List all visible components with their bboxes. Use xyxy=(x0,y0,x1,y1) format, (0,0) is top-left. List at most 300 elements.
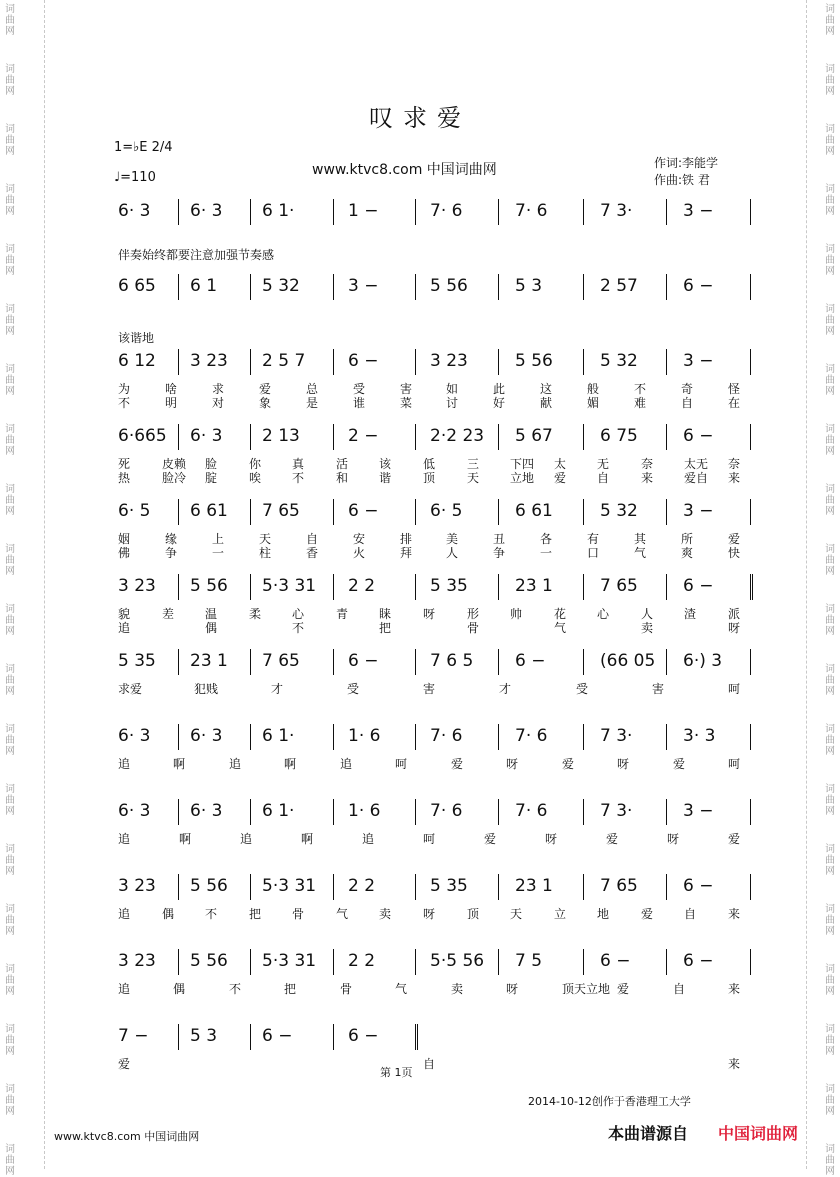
lyric-word: 自 xyxy=(423,1057,436,1071)
bar-line xyxy=(178,1024,179,1050)
lyric-word: 皮赖 xyxy=(162,457,187,471)
measure-notes: 5·3 31 xyxy=(262,876,317,896)
lyric-word: 争 xyxy=(165,546,178,560)
measure-notes: 6· 3 xyxy=(118,801,151,821)
bar-line xyxy=(178,574,179,600)
bar-line xyxy=(750,274,751,300)
lyric-word: 爱 xyxy=(641,907,654,921)
measure-notes: 7 65 xyxy=(262,651,300,671)
lyric-word: 各 xyxy=(540,532,553,546)
lyric-word: 爱 xyxy=(728,532,741,546)
measure-notes: 5·3 31 xyxy=(262,576,317,596)
measure-notes: 7· 6 xyxy=(430,726,463,746)
bar-line xyxy=(750,424,751,450)
lyric-line xyxy=(0,455,840,469)
measure-notes: 5 56 xyxy=(190,876,228,896)
measure-notes: 5 67 xyxy=(515,426,553,446)
measure-notes: 6 − xyxy=(348,351,379,371)
lyric-word: 气 xyxy=(336,907,349,921)
bar-line xyxy=(583,499,584,525)
measure-notes: 6 − xyxy=(600,951,631,971)
lyric-word: 象 xyxy=(259,396,272,410)
bar-line xyxy=(498,724,499,750)
lyric-word: 来 xyxy=(641,471,654,485)
bar-line xyxy=(178,949,179,975)
lyric-word: 讨 xyxy=(446,396,459,410)
lyric-line xyxy=(0,619,840,633)
bar-line xyxy=(333,499,334,525)
lyric-word: 心 xyxy=(292,607,305,621)
measure-notes: 3 − xyxy=(348,276,379,296)
lyric-word: 不 xyxy=(292,471,305,485)
watermark-text: 词 曲 网 xyxy=(5,184,15,217)
bar-line xyxy=(415,574,416,600)
lyric-word: 受 xyxy=(347,682,360,696)
lyric-word: 怪 xyxy=(728,382,741,396)
measure-notes: 7 3· xyxy=(600,201,633,221)
lyric-word: 渣 xyxy=(684,607,697,621)
lyric-line xyxy=(0,544,840,558)
bar-line xyxy=(250,949,251,975)
staff-row xyxy=(0,646,840,676)
measure-notes: 6· 5 xyxy=(118,501,151,521)
lyric-word: 所 xyxy=(681,532,694,546)
lyric-word: 火 xyxy=(353,546,366,560)
measure-notes: 1 − xyxy=(348,201,379,221)
watermark-text: 词 曲 网 xyxy=(5,1024,15,1057)
lyric-word: 貌 xyxy=(118,607,131,621)
staff-row xyxy=(0,421,840,451)
lyric-line xyxy=(0,380,840,394)
lyric-word: 追 xyxy=(118,907,131,921)
lyric-word: 媚 xyxy=(587,396,600,410)
lyric-word: 争 xyxy=(493,546,506,560)
lyric-word: 自 xyxy=(681,396,694,410)
bar-line xyxy=(583,574,584,600)
bar-line xyxy=(178,349,179,375)
lyric-word: 呵 xyxy=(395,757,408,771)
bar-line xyxy=(250,499,251,525)
bar-line xyxy=(415,274,416,300)
lyric-word: 佛 xyxy=(118,546,131,560)
staff-row xyxy=(0,346,840,376)
performance-note: 伴奏始终都要注意加强节奏感 xyxy=(118,248,275,262)
bar-line xyxy=(178,724,179,750)
staff-row xyxy=(0,196,840,226)
lyric-word: 天 xyxy=(467,471,480,485)
watermark-text: 词 曲 网 xyxy=(5,124,15,157)
bar-line xyxy=(415,499,416,525)
lyric-line xyxy=(0,530,840,544)
measure-notes: 7· 6 xyxy=(430,201,463,221)
lyric-word: 呵 xyxy=(423,832,436,846)
lyric-word: 好 xyxy=(493,396,506,410)
lyric-word: 明 xyxy=(165,396,178,410)
lyric-word: 来 xyxy=(728,471,741,485)
footer-source-text: 本曲谱源自 xyxy=(608,1124,689,1143)
measure-notes: 5 35 xyxy=(430,876,468,896)
lyric-word: 不 xyxy=(118,396,131,410)
watermark-text: 词 曲 网 xyxy=(5,244,15,277)
watermark-text: 词 曲 网 xyxy=(5,784,15,817)
lyric-word: 睐 xyxy=(379,607,392,621)
lyric-word: 呵 xyxy=(728,757,741,771)
measure-notes: 3 23 xyxy=(118,576,156,596)
bar-line xyxy=(750,724,751,750)
lyric-word: 呀 xyxy=(423,907,436,921)
staff-row xyxy=(0,796,840,826)
lyric-word: 自 xyxy=(673,982,686,996)
lyric-word: 追 xyxy=(118,982,131,996)
measure-notes: 6· 3 xyxy=(190,201,223,221)
measure-notes: 6 − xyxy=(262,1026,293,1046)
lyric-word: 柱 xyxy=(259,546,272,560)
bar-line xyxy=(750,649,751,675)
lyric-word: 来 xyxy=(728,1057,741,1071)
lyric-word: 把 xyxy=(249,907,262,921)
staff-row xyxy=(0,1021,840,1051)
bar-line xyxy=(498,274,499,300)
measure-notes: 1· 6 xyxy=(348,726,381,746)
measure-notes: 7 65 xyxy=(600,876,638,896)
staff-row xyxy=(0,271,840,301)
measure-notes: 3 23 xyxy=(430,351,468,371)
measure-notes: 2 13 xyxy=(262,426,300,446)
lyric-line xyxy=(0,469,840,483)
lyric-word: 顶 xyxy=(467,907,480,921)
watermark-text: 词 曲 网 xyxy=(5,484,15,517)
measure-notes: 6 1· xyxy=(262,726,295,746)
lyric-word: 爱 xyxy=(118,1057,131,1071)
footer-brand: 中国词曲网 xyxy=(718,1124,799,1143)
bar-line xyxy=(583,199,584,225)
tempo-mark: ♩=110 xyxy=(114,170,156,185)
measure-notes: 6 − xyxy=(683,876,714,896)
lyric-word: 立地 xyxy=(510,471,535,485)
lyric-word: 姻 xyxy=(118,532,131,546)
lyric-word: 献 xyxy=(540,396,553,410)
bar-line xyxy=(583,724,584,750)
lyric-word: 地 xyxy=(597,907,610,921)
lyric-word: 美 xyxy=(446,532,459,546)
measure-notes: 6 61 xyxy=(190,501,228,521)
lyric-word: 谁 xyxy=(353,396,366,410)
bar-line xyxy=(415,424,416,450)
lyric-line xyxy=(0,755,840,769)
watermark-text: 词 曲 网 xyxy=(825,1084,835,1117)
watermark-text: 词 曲 网 xyxy=(825,784,835,817)
watermark-text: 词 曲 网 xyxy=(5,304,15,337)
measure-notes: 6 − xyxy=(348,651,379,671)
bar-line xyxy=(250,199,251,225)
measure-notes: 6· 3 xyxy=(190,426,223,446)
bar-line xyxy=(178,199,179,225)
lyric-word: 啊 xyxy=(179,832,192,846)
measure-notes: 23 1 xyxy=(515,576,553,596)
measure-notes: 5 35 xyxy=(118,651,156,671)
lyric-word: 立 xyxy=(554,907,567,921)
measure-notes: 1· 6 xyxy=(348,801,381,821)
watermark-text: 词 曲 网 xyxy=(825,664,835,697)
lyric-word: 爱 xyxy=(554,471,567,485)
measure-notes: 6 − xyxy=(515,651,546,671)
watermark-text: 词 曲 网 xyxy=(5,64,15,97)
lyric-line xyxy=(0,394,840,408)
measure-notes: 7· 6 xyxy=(430,801,463,821)
lyric-word: 害 xyxy=(652,682,665,696)
bar-line xyxy=(666,424,667,450)
measure-notes: 6 − xyxy=(348,501,379,521)
lyric-word: 气 xyxy=(554,621,567,635)
measure-notes: 5 56 xyxy=(190,576,228,596)
lyric-line xyxy=(0,680,840,694)
watermark-text: 词 曲 网 xyxy=(825,304,835,337)
lyric-word: 不 xyxy=(205,907,218,921)
bar-line xyxy=(666,874,667,900)
measure-notes: 6 61 xyxy=(515,501,553,521)
watermark-text: 词 曲 网 xyxy=(825,964,835,997)
measure-notes: 7 65 xyxy=(600,576,638,596)
lyric-word: 卖 xyxy=(379,907,392,921)
measure-notes: 5 32 xyxy=(600,501,638,521)
lyric-word: 呀 xyxy=(617,757,630,771)
bar-line xyxy=(583,799,584,825)
measure-notes: 6· 3 xyxy=(190,726,223,746)
measure-notes: 2 57 xyxy=(600,276,638,296)
bar-line xyxy=(250,799,251,825)
composer-credit: 作曲:铁 君 xyxy=(654,173,710,187)
bar-line xyxy=(666,799,667,825)
lyric-word: 爱 xyxy=(617,982,630,996)
lyric-word: 不 xyxy=(229,982,242,996)
watermark-text: 词 曲 网 xyxy=(5,604,15,637)
lyric-word: 脸冷 xyxy=(162,471,187,485)
lyric-word: 来 xyxy=(728,982,741,996)
lyric-word: 卖 xyxy=(451,982,464,996)
lyric-word: 形 xyxy=(467,607,480,621)
lyric-word: 太 xyxy=(554,457,567,471)
bar-line xyxy=(250,349,251,375)
measure-notes: 7 5 xyxy=(515,951,543,971)
lyric-word: 为 xyxy=(118,382,131,396)
bar-line xyxy=(333,574,334,600)
lyric-word: 顶 xyxy=(423,471,436,485)
bar-line xyxy=(250,574,251,600)
watermark-text: 词 曲 网 xyxy=(825,184,835,217)
measure-notes: 5 56 xyxy=(430,276,468,296)
staff-row xyxy=(0,946,840,976)
measure-notes: 6· 5 xyxy=(430,501,463,521)
bar-line xyxy=(583,349,584,375)
lyric-word: 丑 xyxy=(493,532,506,546)
bar-line xyxy=(498,574,499,600)
measure-notes: 2 2 xyxy=(348,576,376,596)
lyric-word: 呵 xyxy=(728,682,741,696)
bar-line xyxy=(250,424,251,450)
lyric-word: 活 xyxy=(336,457,349,471)
lyric-word: 自 xyxy=(306,532,319,546)
lyric-word: 唉 xyxy=(249,471,262,485)
bar-line xyxy=(750,574,753,600)
lyric-word: 才 xyxy=(271,682,284,696)
measure-notes: 5 32 xyxy=(262,276,300,296)
bar-line xyxy=(666,574,667,600)
lyric-word: 才 xyxy=(499,682,512,696)
bar-line xyxy=(415,874,416,900)
lyric-word: 呀 xyxy=(728,621,741,635)
measure-notes: 6· 3 xyxy=(190,801,223,821)
lyric-word: 啊 xyxy=(284,757,297,771)
lyric-word: 人 xyxy=(446,546,459,560)
lyric-word: 顶天立地 xyxy=(562,982,611,996)
bar-line xyxy=(333,649,334,675)
lyric-word: 上 xyxy=(212,532,225,546)
bar-line xyxy=(498,949,499,975)
lyric-word: 自 xyxy=(597,471,610,485)
measure-notes: 2 2 xyxy=(348,951,376,971)
lyric-word: 奈 xyxy=(641,457,654,471)
measure-notes: 3 − xyxy=(683,201,714,221)
lyric-word: 爱 xyxy=(259,382,272,396)
lyric-word: 香 xyxy=(306,546,319,560)
lyric-line xyxy=(0,905,840,919)
watermark-text: 词 曲 网 xyxy=(5,4,15,37)
lyricist-credit: 作词:李能学 xyxy=(654,156,719,170)
watermark-text: 词 曲 网 xyxy=(5,904,15,937)
measure-notes: 3 23 xyxy=(118,876,156,896)
watermark-text: 词 曲 网 xyxy=(825,1024,835,1057)
bar-line xyxy=(666,199,667,225)
watermark-text: 词 曲 网 xyxy=(825,244,835,277)
measure-notes: 6 1 xyxy=(190,276,218,296)
bar-line xyxy=(666,724,667,750)
measure-notes: 5 35 xyxy=(430,576,468,596)
lyric-word: 此 xyxy=(493,382,506,396)
lyric-word: 你 xyxy=(249,457,262,471)
measure-notes: 5·5 56 xyxy=(430,951,485,971)
bar-line xyxy=(178,799,179,825)
lyric-word: 下四 xyxy=(510,457,535,471)
measure-notes: 7 65 xyxy=(262,501,300,521)
bar-line xyxy=(333,1024,334,1050)
bar-line xyxy=(250,274,251,300)
lyric-word: 一 xyxy=(212,546,225,560)
watermark-text: 词 曲 网 xyxy=(825,124,835,157)
measure-notes: 6 1· xyxy=(262,201,295,221)
bar-line xyxy=(498,349,499,375)
creation-date: 2014-10-12创作于香港理工大学 xyxy=(528,1095,691,1108)
lyric-word: 柔 xyxy=(249,607,262,621)
staff-row xyxy=(0,721,840,751)
watermark-text: 词 曲 网 xyxy=(5,364,15,397)
lyric-word: 这 xyxy=(540,382,553,396)
measure-notes: 23 1 xyxy=(515,876,553,896)
lyric-word: 追 xyxy=(229,757,242,771)
lyric-word: 害 xyxy=(400,382,413,396)
watermark-text: 词 曲 网 xyxy=(5,964,15,997)
lyric-word: 追 xyxy=(362,832,375,846)
measure-notes: 5 3 xyxy=(515,276,543,296)
lyric-word: 求爱 xyxy=(118,682,143,696)
lyric-word: 心 xyxy=(597,607,610,621)
lyric-word: 追 xyxy=(118,832,131,846)
measure-notes: 6 − xyxy=(348,1026,379,1046)
bar-line xyxy=(333,424,334,450)
watermark-text: 词 曲 网 xyxy=(5,544,15,577)
lyric-word: 追 xyxy=(118,621,131,635)
watermark-text: 词 曲 网 xyxy=(5,724,15,757)
measure-notes: 6 75 xyxy=(600,426,638,446)
footer-site: www.ktvc8.com 中国词曲网 xyxy=(54,1130,200,1143)
watermark-text: 词 曲 网 xyxy=(825,544,835,577)
lyric-word: 三 xyxy=(467,457,480,471)
watermark-text: 词 曲 网 xyxy=(825,724,835,757)
style-note: 该谐地 xyxy=(118,331,155,345)
lyric-word: 偶 xyxy=(162,907,175,921)
lyric-word: 害 xyxy=(423,682,436,696)
measure-notes: 3· 3 xyxy=(683,726,716,746)
lyric-word: 不 xyxy=(634,382,647,396)
lyric-word: 缘 xyxy=(165,532,178,546)
bar-line xyxy=(333,874,334,900)
measure-notes: 7 − xyxy=(118,1026,149,1046)
lyric-word: 天 xyxy=(510,907,523,921)
staff-row xyxy=(0,871,840,901)
lyric-line xyxy=(0,1055,840,1069)
bar-line xyxy=(333,724,334,750)
bar-line xyxy=(666,649,667,675)
bar-line xyxy=(415,649,416,675)
measure-notes: 3 23 xyxy=(118,951,156,971)
lyric-word: 呀 xyxy=(506,982,519,996)
lyric-word: 把 xyxy=(379,621,392,635)
lyric-word: 气 xyxy=(634,546,647,560)
measure-notes: 6 12 xyxy=(118,351,156,371)
watermark-text: 词 曲 网 xyxy=(825,364,835,397)
lyric-word: 腚 xyxy=(205,471,218,485)
watermark-text: 词 曲 网 xyxy=(5,844,15,877)
lyric-word: 来 xyxy=(728,907,741,921)
lyric-word: 骨 xyxy=(467,621,480,635)
measure-notes: 6 − xyxy=(683,951,714,971)
lyric-word: 青 xyxy=(336,607,349,621)
measure-notes: 7 3· xyxy=(600,801,633,821)
lyric-word: 啥 xyxy=(165,382,178,396)
measure-notes: 6 − xyxy=(683,426,714,446)
page-number: 第 1页 xyxy=(380,1066,413,1079)
bar-line xyxy=(333,349,334,375)
bar-line xyxy=(498,499,499,525)
lyric-line xyxy=(0,830,840,844)
lyric-word: 爱自 xyxy=(684,471,709,485)
lyric-word: 差 xyxy=(162,607,175,621)
lyric-word: 菜 xyxy=(400,396,413,410)
lyric-word: 受 xyxy=(576,682,589,696)
measure-notes: 6·) 3 xyxy=(683,651,723,671)
watermark-text: 词 曲 网 xyxy=(5,1084,15,1117)
lyric-word: 犯贱 xyxy=(194,682,219,696)
bar-line xyxy=(498,424,499,450)
lyric-word: 爱 xyxy=(673,757,686,771)
staff-row xyxy=(0,496,840,526)
bar-line xyxy=(178,424,179,450)
bar-line xyxy=(666,349,667,375)
lyric-word: 爱 xyxy=(728,832,741,846)
lyric-word: 爱 xyxy=(484,832,497,846)
lyric-word: 骨 xyxy=(340,982,353,996)
watermark-text: 词 曲 网 xyxy=(5,664,15,697)
watermark-text: 词 曲 网 xyxy=(825,604,835,637)
